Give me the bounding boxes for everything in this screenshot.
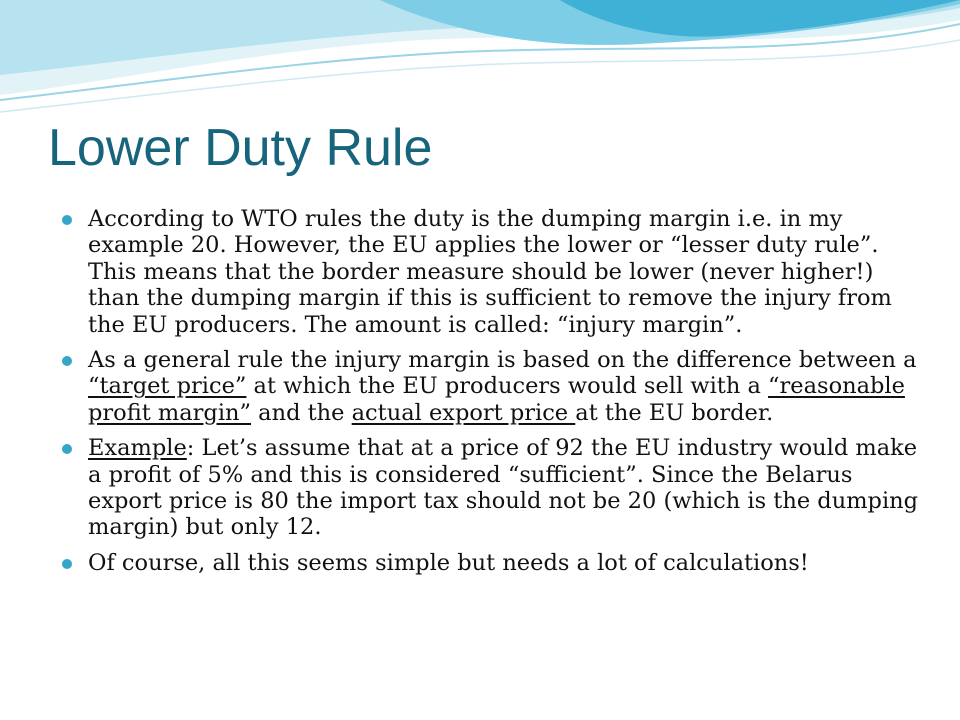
bullet-text-part: As a general rule the injury margin is based on the difference between a xyxy=(88,347,917,374)
bullet-list xyxy=(62,206,922,585)
underlined-term-profit-margin: “reasonable profit margin” xyxy=(88,373,905,426)
underlined-term-target-price: “target price” xyxy=(88,373,247,400)
underlined-term-example: Example xyxy=(88,435,187,462)
bullet-item-wto-rules xyxy=(62,206,922,338)
slide-title: Lower Duty Rule xyxy=(48,119,433,177)
bullet-text: According to WTO rules the duty is the dumping margin i.e. in my example 20. However, the EU applies the lower or “lesser duty rule”. This means that the border measure should be lower (never higher!) than the dumping margin if this is sufficient to remove the injury from the EU producers. The amount is called: “injury margin”. xyxy=(88,206,892,338)
bullet-text-part: : Let’s assume that at a price of 92 the EU industry would make a profit of 5% and this is considered “sufficient”. Since the Belarus export price is 80 the import tax should not be 20 (which is the dumping margin) but only 12. xyxy=(88,435,919,541)
bullet-dot-icon xyxy=(62,356,72,366)
bullet-item-conclusion xyxy=(62,550,922,576)
bullet-item-example xyxy=(62,435,922,541)
bullet-item-injury-margin xyxy=(62,347,922,426)
bullet-text-part: at which the EU producers would sell with a xyxy=(246,373,769,400)
bullet-dot-icon xyxy=(62,444,72,454)
bullet-text-part: at the EU border. xyxy=(575,399,774,426)
bullet-dot-icon xyxy=(62,215,72,225)
bullet-text-part: and the xyxy=(251,399,352,426)
bullet-text: Of course, all this seems simple but needs a lot of calculations! xyxy=(88,549,809,576)
bullet-dot-icon xyxy=(62,559,72,569)
underlined-term-export-price: actual export price xyxy=(351,399,576,426)
